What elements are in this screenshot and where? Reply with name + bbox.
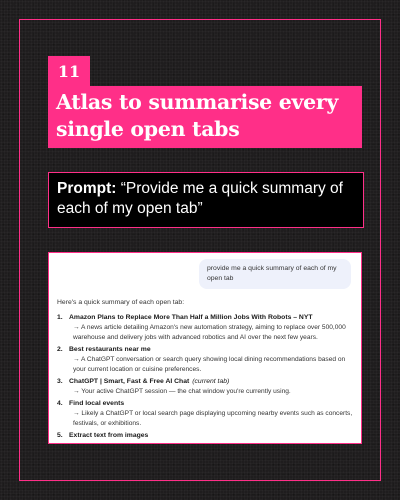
slide-title: Atlas to summarise every single open tabs — [48, 86, 362, 148]
item-number: 3. — [57, 378, 63, 385]
item-description: → A news article detailing Amazon's new automation strategy, aiming to replace over 500,000 warehouse and delivery jobs with advanced robotics and AI over the next few years. — [73, 324, 346, 341]
item-title: Best restaurants near me — [69, 346, 151, 353]
list-item — [57, 399, 357, 429]
chat-screenshot — [48, 252, 362, 444]
item-title: Find local events — [69, 400, 125, 407]
item-number: 4. — [57, 400, 63, 407]
item-note: (current tab) — [192, 378, 230, 385]
prompt-box — [48, 172, 364, 228]
tab-summary-list — [57, 313, 357, 443]
item-number: 5. — [57, 432, 63, 439]
assistant-intro: Here's a quick summary of each open tab: — [57, 299, 185, 306]
item-description: → A ChatGPT conversation or search query showing local dining recommendations based on your current location or cuisine preferences. — [73, 356, 346, 373]
user-message-bubble: provide me a quick summary of each of my open tab — [199, 259, 351, 289]
prompt-label: Prompt: — [57, 180, 117, 197]
item-number: 2. — [57, 346, 63, 353]
slide-number-badge: 11 — [48, 56, 90, 86]
item-description: → Your active ChatGPT session — the chat window you're currently using. — [73, 388, 291, 395]
list-item — [57, 345, 357, 375]
list-item — [57, 313, 357, 343]
list-item — [57, 377, 357, 397]
list-item — [57, 431, 357, 441]
item-description: → Likely a ChatGPT or local search page displaying upcoming nearby events such as concerts, festivals, or exhibitions. — [73, 410, 353, 427]
item-title: Extract text from images — [69, 432, 149, 439]
item-number: 1. — [57, 314, 63, 321]
item-title: ChatGPT | Smart, Fast & Free AI Chat — [69, 378, 190, 385]
item-title: Amazon Plans to Replace More Than Half a Million Jobs With Robots – NYT — [69, 314, 313, 321]
prompt-text: “Provide me a quick summary of each of my open tab” — [57, 180, 343, 217]
